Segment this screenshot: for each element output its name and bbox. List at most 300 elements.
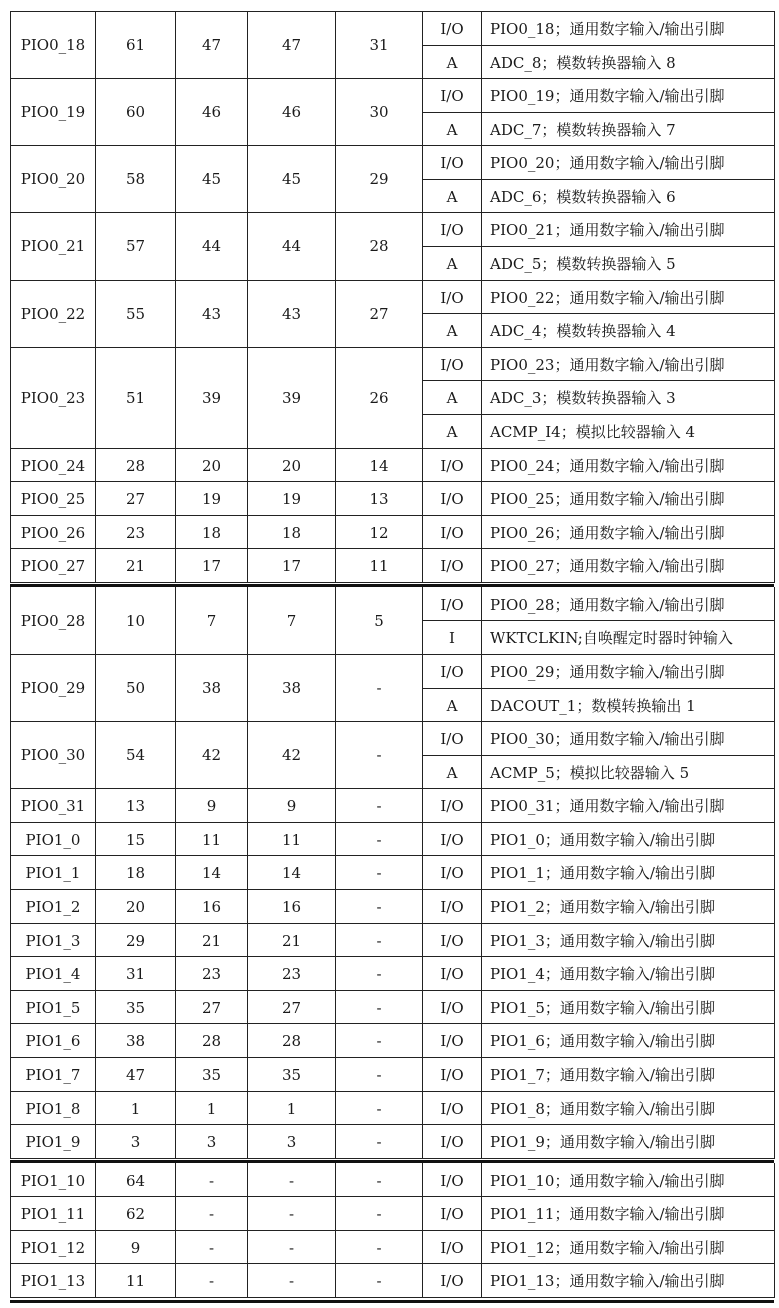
- function-type-cell: I/O: [440, 830, 464, 849]
- pin-num-cell-4: 28: [369, 237, 389, 255]
- pin-num-cell-2: 47: [201, 36, 222, 54]
- column-border: [247, 347, 248, 449]
- row-border: [10, 1158, 774, 1159]
- column-border: [335, 923, 336, 958]
- column-border: [10, 721, 11, 789]
- pin-name-cell: PIO1_12: [20, 1238, 86, 1257]
- column-border: [481, 956, 482, 991]
- function-description-cell: ADC_6；模数转换器输入 6: [490, 188, 676, 206]
- function-description-cell: ADC_8；模数转换器输入 8: [490, 54, 676, 72]
- column-border: [95, 481, 96, 516]
- function-description-cell: PIO0_31；通用数字输入/输出引脚: [490, 797, 725, 815]
- column-border: [422, 1091, 423, 1126]
- column-border: [247, 1091, 248, 1126]
- column-border: [335, 721, 336, 789]
- pin-num-cell-4: -: [376, 1065, 382, 1084]
- function-type-cell: I/O: [440, 931, 464, 950]
- column-border: [10, 1230, 11, 1265]
- pin-num-cell-1: 21: [125, 556, 146, 575]
- column-border: [247, 788, 248, 823]
- column-border: [175, 280, 176, 348]
- column-border: [247, 1124, 248, 1159]
- pin-num-cell-3: 18: [281, 523, 302, 542]
- column-border: [175, 654, 176, 722]
- group-separator: [10, 584, 774, 587]
- column-border: [422, 448, 423, 483]
- column-border: [247, 855, 248, 890]
- column-border: [481, 145, 482, 213]
- column-border: [175, 481, 176, 516]
- column-border: [247, 11, 248, 79]
- pin-num-cell-3: 3: [286, 1132, 297, 1151]
- pin-num-cell-4: -: [376, 1132, 382, 1151]
- column-border: [10, 788, 11, 823]
- column-border: [247, 1023, 248, 1058]
- pin-name-cell: PIO0_26: [20, 523, 86, 542]
- column-border: [422, 481, 423, 516]
- function-description-cell: PIO0_18；通用数字输入/输出引脚: [490, 20, 725, 38]
- pin-num-cell-3: 23: [281, 964, 302, 983]
- function-description-cell: PIO1_9；通用数字输入/输出引脚: [490, 1133, 715, 1151]
- column-border: [422, 721, 423, 789]
- column-border: [422, 11, 423, 79]
- column-border: [422, 280, 423, 348]
- column-border: [481, 1263, 482, 1298]
- column-border: [481, 11, 482, 79]
- pin-num-cell-3: -: [288, 1171, 295, 1190]
- column-border: [335, 587, 336, 655]
- pin-num-cell-3: 1: [286, 1099, 297, 1118]
- pin-num-cell-1: 35: [125, 998, 146, 1017]
- function-description-cell: ACMP_I4；模拟比较器输入 4: [490, 423, 696, 441]
- function-type-cell: I/O: [440, 729, 464, 748]
- pin-name-cell: PIO1_0: [25, 830, 81, 849]
- function-description-cell: DACOUT_1；数模转换输出 1: [490, 697, 696, 715]
- column-border: [422, 889, 423, 924]
- pin-num-cell-1: 50: [125, 679, 146, 697]
- function-type-cell: I/O: [440, 1099, 464, 1118]
- pin-num-cell-3: 27: [281, 998, 302, 1017]
- function-type-cell: I/O: [440, 1238, 464, 1257]
- column-border: [481, 822, 482, 857]
- function-description-cell: PIO0_25；通用数字输入/输出引脚: [490, 490, 725, 508]
- column-border: [422, 788, 423, 823]
- column-border: [481, 654, 482, 722]
- pin-name-cell: PIO1_2: [25, 897, 81, 916]
- pin-name-cell: PIO1_11: [20, 1204, 86, 1223]
- column-border: [422, 347, 423, 449]
- column-border: [422, 1124, 423, 1159]
- pin-name-cell: PIO0_23: [20, 389, 86, 407]
- column-border: [95, 990, 96, 1025]
- column-border: [335, 889, 336, 924]
- function-description-cell: PIO1_0；通用数字输入/输出引脚: [490, 831, 715, 849]
- column-border: [335, 515, 336, 550]
- column-border: [335, 1057, 336, 1092]
- function-type-cell: I/O: [440, 1271, 464, 1290]
- pin-name-cell: PIO1_3: [25, 931, 81, 950]
- column-border: [95, 956, 96, 991]
- column-border: [10, 280, 11, 348]
- column-border: [247, 1057, 248, 1092]
- pin-num-cell-4: -: [376, 1238, 382, 1257]
- column-border: [481, 990, 482, 1025]
- function-type-cell: I/O: [440, 863, 464, 882]
- function-description-cell: PIO1_10；通用数字输入/输出引脚: [490, 1172, 725, 1190]
- function-description-cell: ADC_5；模数转换器输入 5: [490, 255, 676, 273]
- pin-num-cell-1: 57: [125, 237, 146, 255]
- column-border: [10, 548, 11, 583]
- column-border: [774, 788, 775, 823]
- column-border: [335, 1163, 336, 1198]
- column-border: [422, 212, 423, 280]
- function-description-cell: PIO1_13；通用数字输入/输出引脚: [490, 1272, 725, 1290]
- function-description-cell: ADC_3；模数转换器输入 3: [490, 389, 676, 407]
- column-border: [95, 855, 96, 890]
- column-border: [481, 448, 482, 483]
- column-border: [481, 1163, 482, 1198]
- column-border: [422, 145, 423, 213]
- pin-num-cell-4: 27: [369, 305, 389, 323]
- column-border: [481, 788, 482, 823]
- function-type-cell: I/O: [440, 556, 464, 575]
- pin-name-cell: PIO1_7: [25, 1065, 81, 1084]
- pin-num-cell-4: -: [376, 796, 382, 815]
- column-border: [175, 990, 176, 1025]
- column-border: [175, 78, 176, 146]
- pin-num-cell-3: 17: [281, 556, 302, 575]
- column-border: [422, 1230, 423, 1265]
- column-border: [175, 923, 176, 958]
- column-border: [335, 788, 336, 823]
- function-type-cell: I/O: [440, 1171, 464, 1190]
- function-description-cell: PIO0_30；通用数字输入/输出引脚: [490, 730, 725, 748]
- pin-num-cell-3: -: [288, 1238, 295, 1257]
- pin-name-cell: PIO0_29: [20, 679, 86, 697]
- column-border: [175, 1023, 176, 1058]
- pin-num-cell-3: 43: [281, 305, 302, 323]
- pin-num-cell-3: 28: [281, 1031, 302, 1050]
- column-border: [481, 548, 482, 583]
- column-border: [95, 822, 96, 857]
- column-border: [175, 788, 176, 823]
- pin-num-cell-2: -: [208, 1171, 215, 1190]
- column-border: [774, 11, 775, 79]
- column-border: [10, 654, 11, 722]
- column-border: [422, 956, 423, 991]
- row-border: [10, 1297, 774, 1298]
- column-border: [774, 1230, 775, 1265]
- column-border: [774, 548, 775, 583]
- column-border: [175, 548, 176, 583]
- column-border: [774, 587, 775, 655]
- column-border: [10, 212, 11, 280]
- column-border: [95, 721, 96, 789]
- pin-name-cell: PIO0_27: [20, 556, 86, 575]
- pin-name-cell: PIO1_9: [25, 1132, 81, 1151]
- column-border: [95, 1091, 96, 1126]
- column-border: [247, 481, 248, 516]
- pin-num-cell-4: 13: [369, 489, 389, 508]
- pin-num-cell-2: 3: [206, 1132, 217, 1151]
- column-border: [10, 78, 11, 146]
- function-description-cell: ADC_7；模数转换器输入 7: [490, 121, 676, 139]
- column-border: [481, 1230, 482, 1265]
- column-border: [95, 145, 96, 213]
- function-type-cell: A: [446, 763, 458, 782]
- function-type-cell: I/O: [440, 964, 464, 983]
- column-border: [10, 923, 11, 958]
- pin-num-cell-1: 1: [130, 1099, 141, 1118]
- column-border: [481, 347, 482, 449]
- function-description-cell: PIO1_5；通用数字输入/输出引脚: [490, 999, 715, 1017]
- pin-num-cell-3: 46: [281, 103, 302, 121]
- column-border: [481, 889, 482, 924]
- column-border: [10, 11, 11, 79]
- column-border: [335, 78, 336, 146]
- column-border: [335, 548, 336, 583]
- column-border: [774, 1023, 775, 1058]
- function-type-cell: I/O: [440, 662, 464, 681]
- pin-num-cell-4: -: [376, 1171, 382, 1190]
- column-border: [175, 11, 176, 79]
- column-border: [774, 855, 775, 890]
- column-border: [335, 990, 336, 1025]
- column-border: [774, 212, 775, 280]
- pin-num-cell-4: 26: [369, 389, 389, 407]
- column-border: [481, 1124, 482, 1159]
- sub-row-border: [422, 620, 774, 621]
- column-border: [247, 889, 248, 924]
- column-border: [422, 78, 423, 146]
- group-separator: [10, 1300, 774, 1303]
- column-border: [10, 822, 11, 857]
- sub-row-border: [422, 755, 774, 756]
- function-type-cell: A: [446, 388, 458, 407]
- pin-num-cell-3: 19: [281, 489, 302, 508]
- function-description-cell: PIO1_7；通用数字输入/输出引脚: [490, 1066, 715, 1084]
- pin-num-cell-1: 31: [125, 964, 146, 983]
- function-type-cell: A: [446, 53, 458, 72]
- column-border: [774, 956, 775, 991]
- pin-num-cell-2: 7: [206, 612, 217, 630]
- function-description-cell: PIO0_26；通用数字输入/输出引脚: [490, 524, 725, 542]
- pin-num-cell-2: 43: [201, 305, 222, 323]
- pin-num-cell-1: 64: [125, 1171, 146, 1190]
- pin-num-cell-2: 20: [201, 456, 222, 475]
- column-border: [335, 1196, 336, 1231]
- column-border: [247, 721, 248, 789]
- column-border: [175, 956, 176, 991]
- column-border: [10, 145, 11, 213]
- column-border: [175, 515, 176, 550]
- pin-num-cell-1: 18: [125, 863, 146, 882]
- pin-name-cell: PIO1_6: [25, 1031, 81, 1050]
- column-border: [95, 654, 96, 722]
- pin-num-cell-2: 35: [201, 1065, 222, 1084]
- column-border: [422, 1057, 423, 1092]
- column-border: [95, 280, 96, 348]
- pin-num-cell-3: 21: [281, 931, 302, 950]
- column-border: [95, 1023, 96, 1058]
- function-description-cell: PIO0_21；通用数字输入/输出引脚: [490, 221, 725, 239]
- pin-num-cell-4: -: [376, 1204, 382, 1223]
- column-border: [175, 448, 176, 483]
- column-border: [95, 212, 96, 280]
- pin-num-cell-3: 38: [281, 679, 302, 697]
- function-type-cell: I/O: [440, 1065, 464, 1084]
- column-border: [774, 990, 775, 1025]
- pin-name-cell: PIO0_19: [20, 103, 86, 121]
- column-border: [335, 11, 336, 79]
- column-border: [774, 515, 775, 550]
- column-border: [247, 1230, 248, 1265]
- sub-row-border: [422, 414, 774, 415]
- pin-name-cell: PIO0_21: [20, 237, 86, 255]
- function-type-cell: I/O: [440, 998, 464, 1017]
- function-description-cell: ADC_4；模数转换器输入 4: [490, 322, 676, 340]
- pin-num-cell-4: 5: [374, 612, 384, 630]
- pin-num-cell-4: 31: [369, 36, 389, 54]
- column-border: [774, 1057, 775, 1092]
- pin-num-cell-1: 55: [125, 305, 146, 323]
- function-description-cell: PIO1_11；通用数字输入/输出引脚: [490, 1205, 725, 1223]
- function-type-cell: I/O: [440, 595, 464, 614]
- function-type-cell: I/O: [440, 86, 464, 105]
- column-border: [481, 212, 482, 280]
- sub-row-border: [422, 380, 774, 381]
- pin-num-cell-1: 13: [125, 796, 146, 815]
- column-border: [481, 587, 482, 655]
- pin-num-cell-4: 11: [369, 556, 389, 575]
- sub-row-border: [422, 246, 774, 247]
- pin-name-cell: PIO1_8: [25, 1099, 81, 1118]
- pin-num-cell-4: -: [376, 897, 382, 916]
- pin-num-cell-3: 16: [281, 897, 302, 916]
- function-type-cell: I/O: [440, 489, 464, 508]
- column-border: [247, 1196, 248, 1231]
- pin-num-cell-1: 47: [125, 1065, 146, 1084]
- sub-row-border: [422, 688, 774, 689]
- column-border: [10, 1124, 11, 1159]
- column-border: [481, 1023, 482, 1058]
- pin-num-cell-3: 42: [281, 746, 302, 764]
- pin-num-cell-2: 9: [206, 796, 217, 815]
- function-type-cell: I/O: [440, 288, 464, 307]
- column-border: [247, 448, 248, 483]
- pin-num-cell-1: 51: [125, 389, 146, 407]
- pin-num-cell-4: 29: [369, 170, 389, 188]
- function-description-cell: PIO1_1；通用数字输入/输出引脚: [490, 864, 715, 882]
- pin-num-cell-2: 19: [201, 489, 222, 508]
- pin-num-cell-4: -: [376, 1031, 382, 1050]
- function-type-cell: I/O: [440, 355, 464, 374]
- column-border: [481, 1091, 482, 1126]
- column-border: [247, 1263, 248, 1298]
- function-type-cell: I/O: [440, 220, 464, 239]
- pin-num-cell-4: -: [376, 1099, 382, 1118]
- column-border: [481, 923, 482, 958]
- column-border: [10, 1091, 11, 1126]
- column-border: [95, 587, 96, 655]
- pin-num-cell-1: 20: [125, 897, 146, 916]
- pin-num-cell-2: -: [208, 1271, 215, 1290]
- pin-num-cell-1: 11: [125, 1271, 146, 1290]
- pin-name-cell: PIO0_30: [20, 746, 86, 764]
- row-border: [10, 582, 774, 583]
- column-border: [95, 548, 96, 583]
- column-border: [247, 587, 248, 655]
- column-border: [95, 11, 96, 79]
- function-type-cell: I: [449, 628, 455, 647]
- column-border: [175, 855, 176, 890]
- column-border: [247, 990, 248, 1025]
- column-border: [481, 78, 482, 146]
- function-type-cell: I/O: [440, 456, 464, 475]
- function-description-cell: PIO0_20；通用数字输入/输出引脚: [490, 154, 725, 172]
- function-type-cell: A: [446, 422, 458, 441]
- column-border: [774, 822, 775, 857]
- column-border: [175, 1196, 176, 1231]
- group-separator: [10, 1160, 774, 1163]
- pin-num-cell-2: 21: [201, 931, 222, 950]
- pin-num-cell-2: 46: [201, 103, 222, 121]
- column-border: [422, 855, 423, 890]
- function-description-cell: PIO0_23；通用数字输入/输出引脚: [490, 356, 725, 374]
- pin-num-cell-2: 18: [201, 523, 222, 542]
- column-border: [175, 347, 176, 449]
- column-border: [422, 515, 423, 550]
- column-border: [481, 855, 482, 890]
- pin-num-cell-3: 39: [281, 389, 302, 407]
- column-border: [247, 280, 248, 348]
- column-border: [175, 1263, 176, 1298]
- function-description-cell: PIO1_4；通用数字输入/输出引脚: [490, 965, 715, 983]
- column-border: [10, 990, 11, 1025]
- pin-num-cell-3: 47: [281, 36, 302, 54]
- column-border: [10, 515, 11, 550]
- column-border: [335, 1230, 336, 1265]
- pin-num-cell-4: -: [376, 1271, 382, 1290]
- sub-row-border: [422, 313, 774, 314]
- function-type-cell: I/O: [440, 153, 464, 172]
- column-border: [247, 548, 248, 583]
- pin-num-cell-1: 3: [130, 1132, 141, 1151]
- column-border: [95, 1163, 96, 1198]
- column-border: [422, 587, 423, 655]
- column-border: [335, 1091, 336, 1126]
- column-border: [95, 1263, 96, 1298]
- column-border: [247, 78, 248, 146]
- function-description-cell: ACMP_5；模拟比较器输入 5: [490, 764, 690, 782]
- function-type-cell: I/O: [440, 796, 464, 815]
- column-border: [422, 1023, 423, 1058]
- column-border: [95, 1057, 96, 1092]
- column-border: [774, 1263, 775, 1298]
- column-border: [481, 280, 482, 348]
- column-border: [10, 1057, 11, 1092]
- pin-num-cell-1: 27: [125, 489, 146, 508]
- function-description-cell: PIO0_24；通用数字输入/输出引脚: [490, 457, 725, 475]
- function-type-cell: A: [446, 120, 458, 139]
- function-description-cell: PIO0_22；通用数字输入/输出引脚: [490, 289, 725, 307]
- pin-name-cell: PIO0_24: [20, 456, 86, 475]
- pin-num-cell-2: 1: [206, 1099, 217, 1118]
- column-border: [774, 448, 775, 483]
- function-description-cell: PIO1_2；通用数字输入/输出引脚: [490, 898, 715, 916]
- column-border: [247, 515, 248, 550]
- column-border: [422, 923, 423, 958]
